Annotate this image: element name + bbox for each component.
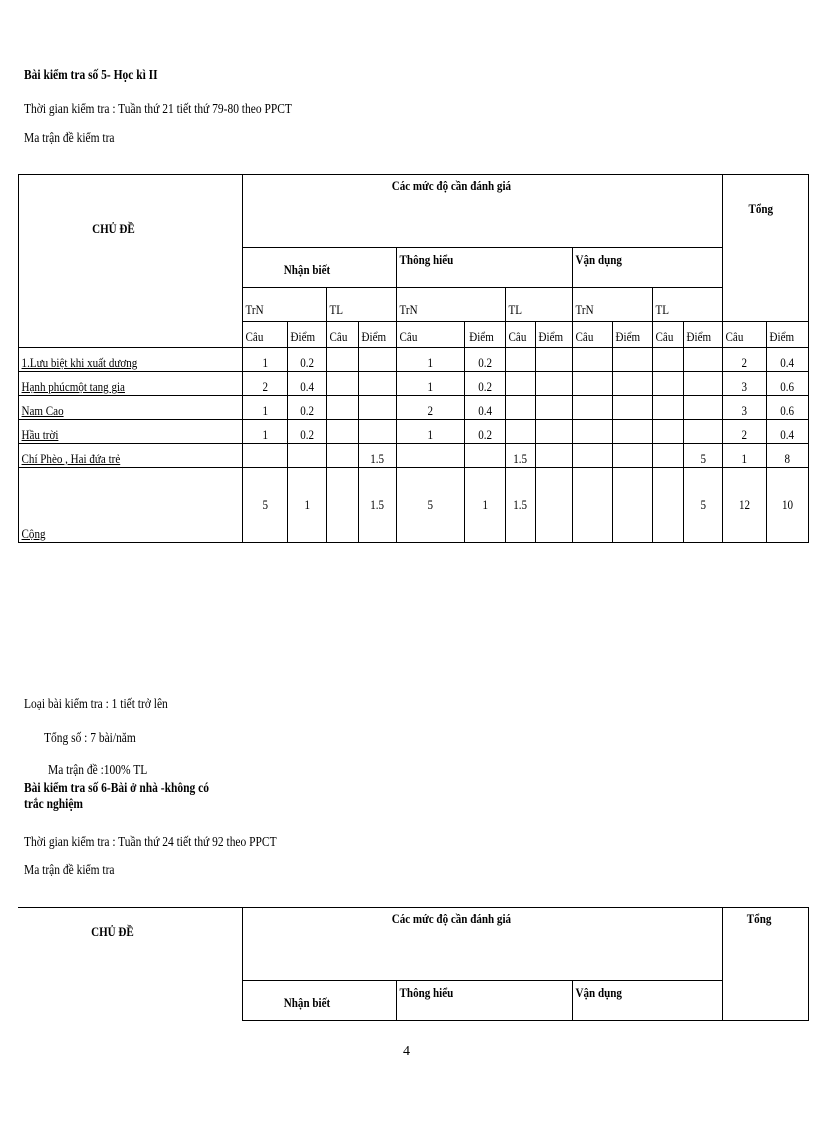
topic-label: Chí Phèo , Hai đứa trẻ (21, 451, 121, 466)
value-cell (684, 420, 723, 444)
cell-value: 5 (427, 497, 434, 512)
value-cell (506, 348, 536, 372)
value-cell (723, 468, 767, 543)
value-cell (506, 420, 536, 444)
value-cell (288, 444, 327, 468)
cell-value: 0.2 (300, 355, 314, 370)
cell-value: 1 (482, 497, 488, 512)
type-trn-label: TrN (245, 302, 264, 317)
value-cell (573, 468, 613, 543)
topic-header-cell (19, 175, 243, 348)
cell-value: 0.4 (780, 355, 795, 370)
subheader-cell (723, 322, 767, 348)
cau-label: Câu (245, 329, 264, 344)
value-cell (327, 396, 359, 420)
matrix-table-5 (18, 174, 809, 543)
value-cell (288, 348, 327, 372)
value-cell (684, 372, 723, 396)
cell-value: 0.2 (300, 427, 314, 442)
cell-value: 0.2 (300, 403, 314, 418)
value-cell (465, 348, 506, 372)
value-cell (613, 348, 653, 372)
cell-value: 12 (739, 497, 751, 512)
cau-label: Câu (399, 329, 418, 344)
total-header: Tổng (746, 911, 771, 926)
diem-label: Điểm (615, 329, 641, 344)
cell-value: 0.4 (780, 427, 795, 442)
value-cell (653, 444, 684, 468)
value-cell (465, 420, 506, 444)
level1-cell (243, 248, 397, 288)
topic-header-cell (18, 908, 242, 1021)
diem-label: Điểm (290, 329, 316, 344)
cell-value: 0.6 (780, 379, 795, 394)
value-cell (613, 420, 653, 444)
value-cell (653, 396, 684, 420)
value-cell (684, 396, 723, 420)
total-header-cell (722, 908, 808, 1021)
value-cell (653, 348, 684, 372)
value-cell (723, 444, 767, 468)
topic-cell (19, 444, 243, 468)
diem-label: Điểm (686, 329, 712, 344)
value-cell (465, 444, 506, 468)
table-row (19, 348, 809, 372)
type-cell (397, 288, 506, 322)
type-cell (506, 288, 573, 322)
cell-value: 5 (262, 497, 268, 512)
cell-value: 2 (741, 427, 748, 442)
value-cell (397, 444, 465, 468)
value-cell (327, 444, 359, 468)
value-cell (573, 420, 613, 444)
level2-header: Thông hiểu (399, 252, 454, 267)
subheader-cell (573, 322, 613, 348)
level3-cell (572, 981, 722, 1021)
type-trn-label: TrN (575, 302, 594, 317)
topic-label: Nam Cao (21, 403, 64, 418)
value-cell (327, 348, 359, 372)
value-cell (465, 372, 506, 396)
value-cell (397, 420, 465, 444)
cau-label: Câu (329, 329, 348, 344)
value-cell (536, 468, 573, 543)
table-row (19, 444, 809, 468)
type-cell (653, 288, 723, 322)
type-tl-label: TL (508, 302, 523, 317)
subheader-cell (243, 322, 288, 348)
table-row (19, 420, 809, 444)
value-cell (327, 420, 359, 444)
cell-value: 0.2 (478, 379, 492, 394)
matrix-table-6 (18, 907, 809, 1021)
diem-label: Điểm (769, 329, 795, 344)
value-cell (359, 372, 397, 396)
cau-label: Câu (725, 329, 744, 344)
cell-value: 3 (741, 379, 748, 394)
value-cell (536, 372, 573, 396)
topic-label: Hạnh phúcmột tang gia (21, 379, 125, 394)
value-cell (397, 372, 465, 396)
value-cell (288, 420, 327, 444)
value-cell (243, 372, 288, 396)
topic-label: Cộng (21, 526, 46, 541)
value-cell (243, 468, 288, 543)
value-cell (536, 420, 573, 444)
subheader-cell (359, 322, 397, 348)
cell-value: 0.4 (478, 403, 492, 418)
level3-header: Vận dụng (575, 985, 622, 1000)
diem-label: Điểm (469, 329, 494, 344)
value-cell (653, 468, 684, 543)
value-cell (359, 420, 397, 444)
subheader-cell (613, 322, 653, 348)
value-cell (288, 468, 327, 543)
cell-value: 1 (427, 379, 434, 394)
value-cell (684, 468, 723, 543)
level3-cell (573, 248, 723, 288)
test-matrix: Ma trận đề :100% TL (48, 763, 148, 778)
value-cell (684, 444, 723, 468)
value-cell (359, 396, 397, 420)
topic-cell (19, 372, 243, 396)
levels-header-cell (243, 175, 723, 248)
value-cell (573, 444, 613, 468)
value-cell (723, 372, 767, 396)
levels-header: Các mức độ cần đánh giá (391, 911, 511, 926)
value-cell (536, 348, 573, 372)
value-cell (359, 348, 397, 372)
value-cell (243, 444, 288, 468)
cau-label: Câu (655, 329, 674, 344)
type-cell (327, 288, 397, 322)
section6-matrix-label: Ma trận đề kiểm tra (24, 863, 115, 878)
value-cell (506, 372, 536, 396)
value-cell (288, 372, 327, 396)
type-tl-label: TL (655, 302, 670, 317)
cell-value: 2 (427, 403, 434, 418)
subheader-cell (506, 322, 536, 348)
value-cell (767, 468, 809, 543)
subheader-cell (684, 322, 723, 348)
cell-value: 1.5 (513, 451, 528, 466)
topic-cell (19, 396, 243, 420)
table-body (19, 348, 809, 543)
subheader-cell (653, 322, 684, 348)
section6-title-line1: Bài kiểm tra số 6-Bài ở nhà -không có (24, 781, 209, 796)
type-tl-label: TL (329, 302, 344, 317)
topic-cell (19, 468, 243, 543)
level2-cell (396, 981, 572, 1021)
value-cell (506, 468, 536, 543)
cell-value: 0.2 (478, 427, 492, 442)
subheader-cell (327, 322, 359, 348)
subheader-cell (536, 322, 573, 348)
subheader-cell (767, 322, 809, 348)
value-cell (397, 348, 465, 372)
diem-label: Điểm (538, 329, 564, 344)
value-cell (767, 372, 809, 396)
test-count: Tổng số : 7 bài/năm (44, 731, 136, 746)
cell-value: 1.5 (513, 497, 528, 512)
value-cell (613, 444, 653, 468)
value-cell (653, 420, 684, 444)
value-cell (465, 396, 506, 420)
table-row (19, 468, 809, 543)
value-cell (767, 396, 809, 420)
value-cell (327, 372, 359, 396)
value-cell (653, 372, 684, 396)
value-cell (536, 444, 573, 468)
type-cell (573, 288, 653, 322)
total-header: Tổng (748, 201, 774, 216)
value-cell (243, 396, 288, 420)
levels-header-cell (242, 908, 722, 981)
value-cell (573, 348, 613, 372)
section6-title-line2: trắc nghiệm (24, 797, 83, 812)
cell-value: 1 (304, 497, 310, 512)
levels-header: Các mức độ cần đánh giá (391, 178, 512, 193)
value-cell (613, 372, 653, 396)
value-cell (359, 468, 397, 543)
value-cell (243, 420, 288, 444)
topic-cell (19, 420, 243, 444)
cau-label: Câu (575, 329, 594, 344)
section5-time: Thời gian kiểm tra : Tuần thứ 21 tiết thứ 79-80 theo PPCT (24, 102, 292, 117)
cell-value: 3 (741, 403, 748, 418)
cell-value: 1 (262, 355, 268, 370)
section5-title: Bài kiểm tra số 5- Học kì II (24, 68, 158, 83)
level1-header: Nhận biết (283, 262, 331, 277)
subheader-cell (288, 322, 327, 348)
value-cell (536, 396, 573, 420)
cell-value: 5 (700, 451, 706, 466)
cell-value: 1 (427, 427, 434, 442)
value-cell (613, 396, 653, 420)
value-cell (684, 348, 723, 372)
cell-value: 10 (782, 497, 794, 512)
cell-value: 1 (427, 355, 434, 370)
subheader-cell (397, 322, 465, 348)
value-cell (723, 420, 767, 444)
value-cell (465, 468, 506, 543)
subheader-cell (465, 322, 506, 348)
cell-value: 1.5 (370, 451, 385, 466)
value-cell (613, 468, 653, 543)
type-trn-label: TrN (399, 302, 418, 317)
section6-time: Thời gian kiểm tra : Tuần thứ 24 tiết thứ 92 theo PPCT (24, 835, 277, 850)
topic-label: 1.Lưu biệt khi xuất dương (21, 355, 138, 370)
value-cell (573, 372, 613, 396)
table-row (19, 396, 809, 420)
section5-matrix-label: Ma trận đề kiểm tra (24, 131, 115, 146)
value-cell (397, 468, 465, 543)
level1-cell (242, 981, 396, 1021)
cell-value: 2 (262, 379, 268, 394)
value-cell (767, 420, 809, 444)
value-cell (767, 444, 809, 468)
cell-value: 1 (741, 451, 748, 466)
topic-cell (19, 348, 243, 372)
value-cell (506, 444, 536, 468)
type-cell (243, 288, 327, 322)
value-cell (723, 348, 767, 372)
value-cell (723, 396, 767, 420)
cell-value: 2 (741, 355, 748, 370)
cell-value: 1.5 (370, 497, 385, 512)
topic-header: CHỦ ĐỀ (91, 924, 134, 940)
value-cell (359, 444, 397, 468)
cell-value: 0.2 (478, 355, 492, 370)
value-cell (506, 396, 536, 420)
test-type: Loại bài kiểm tra : 1 tiết trở lên (24, 697, 168, 712)
value-cell (288, 396, 327, 420)
table-row (19, 372, 809, 396)
page-number: 4 (403, 1044, 410, 1059)
level1-header: Nhận biết (283, 995, 330, 1010)
topic-label: Hầu trời (21, 427, 59, 442)
cell-value: 8 (784, 451, 791, 466)
cell-value: 5 (700, 497, 706, 512)
diem-label: Điểm (361, 329, 387, 344)
cell-value: 1 (262, 427, 268, 442)
cau-label: Câu (508, 329, 527, 344)
value-cell (327, 468, 359, 543)
value-cell (767, 348, 809, 372)
level2-cell (397, 248, 573, 288)
cell-value: 0.6 (780, 403, 795, 418)
total-header-cell (723, 175, 809, 322)
level3-header: Vận dụng (575, 252, 622, 267)
value-cell (397, 396, 465, 420)
level2-header: Thông hiểu (399, 985, 453, 1000)
topic-header: CHỦ ĐỀ (92, 221, 135, 236)
cell-value: 0.4 (300, 379, 314, 394)
value-cell (573, 396, 613, 420)
value-cell (243, 348, 288, 372)
cell-value: 1 (262, 403, 268, 418)
